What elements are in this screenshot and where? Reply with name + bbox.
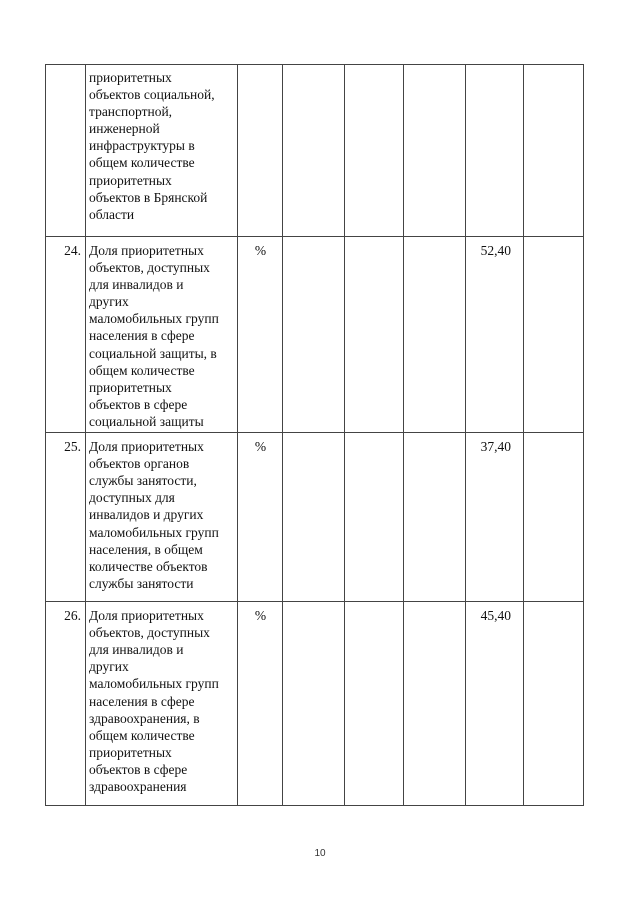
description-line: объектов, доступных [89,625,210,641]
value-cell [404,433,466,602]
value-cell [524,433,584,602]
description-line: общем количестве [89,155,195,171]
unit-cell [238,65,283,237]
description-line: маломобильных групп [89,524,219,540]
value-cell: 45,40 [466,602,524,806]
description-line: Доля приоритетных [89,439,204,455]
description-line: доступных для [89,490,175,506]
description-line: инвалидов и других [89,507,204,523]
value-cell: 37,40 [466,433,524,602]
description-line: приоритетных [89,70,172,85]
value-cell [466,65,524,237]
value-cell [524,237,584,433]
value-cell [404,65,466,237]
description-line: инфраструктуры в [89,138,195,154]
description-line: населения в сфере [89,328,195,344]
row-number: 25. [46,433,86,602]
description-line: маломобильных групп [89,311,219,327]
value-cell [283,602,345,806]
value-cell [345,433,404,602]
description-line: транспортной, [89,104,173,120]
page-number: 10 [314,848,326,859]
value-cell [524,65,584,237]
description-line: службы занятости, [89,473,197,489]
description-line: для инвалидов и [89,277,184,293]
indicator-description [86,237,238,433]
value-cell [404,237,466,433]
value-cell [345,65,404,237]
unit-cell: % [238,433,283,602]
description-line: объектов социальной, [89,87,215,103]
description-line: области [89,206,135,222]
table-body [46,65,584,806]
description-line: количестве объектов [89,558,208,574]
table-row [46,65,584,237]
description-line: объектов в Брянской [89,189,208,205]
value-cell [283,433,345,602]
description-line: здравоохранения, в [89,710,200,726]
description-line: приоритетных [89,744,172,760]
value-cell: 52,40 [466,237,524,433]
unit-cell: % [238,237,283,433]
table-row [46,237,584,433]
unit-cell: % [238,602,283,806]
description-line: социальной защиты, в [89,345,217,361]
row-number [46,65,86,237]
description-line: приоритетных [89,172,172,188]
value-cell [524,602,584,806]
description-line: других [89,294,129,310]
description-line: населения, в общем [89,541,203,557]
table-row [46,602,584,806]
description-line: инженерной [89,121,160,137]
description-line: объектов органов [89,456,190,472]
description-line: объектов в сфере [89,761,188,777]
description-line: приоритетных [89,379,172,395]
description-line: Доля приоритетных [89,608,204,624]
description-line: общем количестве [89,727,195,743]
description-line: маломобильных групп [89,676,219,692]
indicators-table [45,64,584,806]
value-cell [283,237,345,433]
row-number: 24. [46,237,86,433]
indicator-description [86,433,238,602]
description-line: службы занятости [89,575,194,591]
indicator-description [86,602,238,806]
description-line: населения в сфере [89,693,195,709]
description-line: объектов, доступных [89,260,210,276]
indicator-description [86,65,238,237]
value-cell [345,602,404,806]
row-number: 26. [46,602,86,806]
description-line: для инвалидов и [89,642,184,658]
value-cell [345,237,404,433]
description-line: Доля приоритетных [89,243,204,258]
description-line: общем количестве [89,362,195,378]
description-line: других [89,659,129,675]
description-line: объектов в сфере [89,396,188,412]
value-cell [283,65,345,237]
value-cell [404,602,466,806]
description-line: здравоохранения [89,778,187,794]
table-row [46,433,584,602]
description-line: социальной защиты [89,413,204,429]
